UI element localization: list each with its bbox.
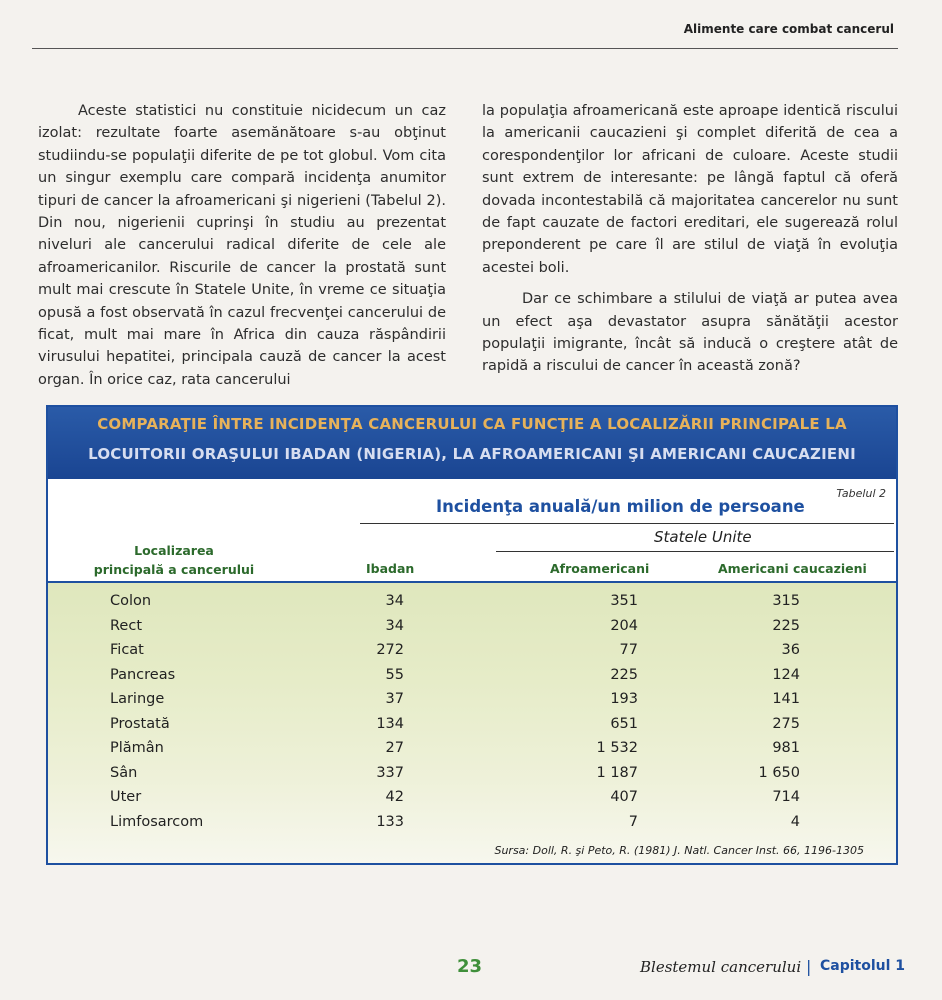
table-title-banner	[48, 407, 896, 479]
cell-location: Uter	[110, 789, 142, 805]
cell-ibadan: 34	[385, 617, 404, 634]
cell-ibadan: 27	[385, 740, 404, 756]
right-paragraph-2: Dar ce schimbare a stilului de viaţă ar putea avea un efect aşa devastator asupra sănătăţii acestor populaţii imigrante, încât să inducă o creştere atât de rapidă a riscului de cancer în această zonă?	[482, 291, 898, 375]
cell-caucasian: 124	[772, 666, 800, 683]
left-text-column	[38, 100, 446, 391]
cell-ibadan: 337	[376, 764, 404, 781]
cell-caucasian: 36	[781, 642, 800, 658]
location-header-line-1: Localizarea	[134, 543, 214, 558]
cell-caucasian: 225	[772, 617, 800, 634]
header-rule	[32, 48, 898, 49]
table-row	[48, 642, 896, 666]
cell-afro: 1 532	[596, 740, 638, 756]
ibadan-column-header: Ibadan	[366, 561, 415, 576]
running-header: Alimente care combat cancerul	[683, 22, 894, 36]
cell-location: Limfosarcom	[110, 813, 204, 830]
cell-caucasian: 275	[772, 715, 800, 732]
cell-afro: 225	[610, 666, 638, 683]
cell-caucasian: 981	[772, 740, 800, 756]
cell-ibadan: 133	[376, 813, 404, 830]
afro-column-header: Afroamericani	[550, 561, 650, 576]
cell-afro: 351	[610, 593, 638, 609]
cell-location: Laringe	[110, 691, 165, 707]
table-row	[48, 667, 896, 691]
right-paragraph-1: la populaţia afroamericană este aproape identică riscului la americanii caucazieni şi complet diferită de cea a corespondenţilor lor africani de culoare. Aceste studii sunt extrem de interesante: pe lângă faptul că oferă dovada incontestabilă că majoritatea cancerelor nu sunt de fapt cauzate de factori ereditari, ele sugerează rolul preponderent pe care îl are stilul de viaţă în evoluţia acestei boli.	[482, 103, 898, 276]
us-header: Statele Unite	[654, 528, 752, 546]
cell-location: Plămân	[110, 740, 164, 756]
right-text-column	[482, 100, 898, 378]
header-rule-1	[360, 523, 894, 524]
table-row	[48, 716, 896, 740]
left-paragraph: Aceste statistici nu constituie nicidecum un caz izolat: rezultate foarte asemănătoare s-au obţinut studiindu-se populaţii diferite de pe tot globul. Vom cita un singur exemplu care compară incidenţa anumitor tipuri de cancer la afroamericani şi nigerieni (Tabelul 2). Din nou, nigerienii cuprinşi în studiu au prezentat niveluri ale cancerului radical diferite de cele ale afroamericanilor. Riscurile de cancer la prostată sunt mult mai crescute în Statele Unite, în vreme ce situaţia opusă a fost observată în cazul frecvenţei cancerului de ficat, mult mai mare în Africa din cauza răspândirii virusului hepatitei, principala cauză de cancer la acest organ. În orice caz, rata cancerului	[38, 103, 446, 388]
cell-afro: 1 187	[596, 764, 638, 781]
table-title-line-1: COMPARAŢIE ÎNTRE INCIDENŢA CANCERULUI CA FUNCŢIE A LOCALIZĂRII PRINCIPALE LA	[97, 415, 847, 433]
cell-afro: 204	[610, 617, 638, 634]
cell-location: Colon	[110, 593, 152, 609]
cell-location: Rect	[110, 617, 143, 634]
table-row	[48, 814, 896, 838]
table-row	[48, 691, 896, 715]
table-body	[48, 583, 896, 863]
cell-caucasian: 141	[772, 691, 800, 707]
cell-ibadan: 34	[385, 593, 404, 609]
cell-afro: 7	[628, 813, 638, 830]
table-number: Tabelul 2	[836, 487, 886, 500]
cell-location: Prostată	[110, 715, 170, 732]
cell-afro: 77	[619, 642, 638, 658]
caucasian-column-header: Americani caucazieni	[718, 561, 867, 576]
cell-caucasian: 714	[772, 789, 800, 805]
page-number: 23	[457, 956, 483, 977]
book-title: Blestemul cancerului	[640, 958, 802, 976]
table-title-line-2: LOCUITORII ORAŞULUI IBADAN (NIGERIA), LA AFROAMERICANI ŞI AMERICANI CAUCAZIENI	[88, 445, 856, 463]
table-row	[48, 618, 896, 642]
cell-location: Pancreas	[110, 666, 176, 683]
cell-ibadan: 55	[385, 666, 404, 683]
location-column-header	[74, 541, 274, 579]
cell-ibadan: 134	[376, 715, 404, 732]
cell-afro: 407	[610, 789, 638, 805]
cell-ibadan: 42	[385, 789, 404, 805]
cell-location: Sân	[110, 764, 138, 781]
header-rule-2	[496, 551, 894, 552]
cell-ibadan: 37	[385, 691, 404, 707]
table-row	[48, 765, 896, 789]
chapter-label: Capitolul 1	[820, 958, 906, 974]
cell-ibadan: 272	[376, 642, 404, 658]
cell-caucasian: 4	[790, 813, 800, 830]
cell-caucasian: 315	[772, 593, 800, 609]
location-header-line-2: principală a cancerului	[93, 562, 255, 577]
cell-caucasian: 1 650	[758, 764, 800, 781]
cell-location: Ficat	[110, 642, 144, 658]
cell-afro: 651	[610, 715, 638, 732]
incidence-header: Incidenţa anuală/un milion de persoane	[436, 497, 805, 516]
comparison-table	[46, 405, 898, 865]
cell-afro: 193	[610, 691, 638, 707]
table-source: Sursa: Doll, R. şi Peto, R. (1981) J. Natl. Cancer Inst. 66, 1196-1305	[494, 844, 864, 857]
table-row	[48, 593, 896, 617]
table-row	[48, 740, 896, 764]
footer-separator: |	[806, 957, 812, 976]
table-row	[48, 789, 896, 813]
